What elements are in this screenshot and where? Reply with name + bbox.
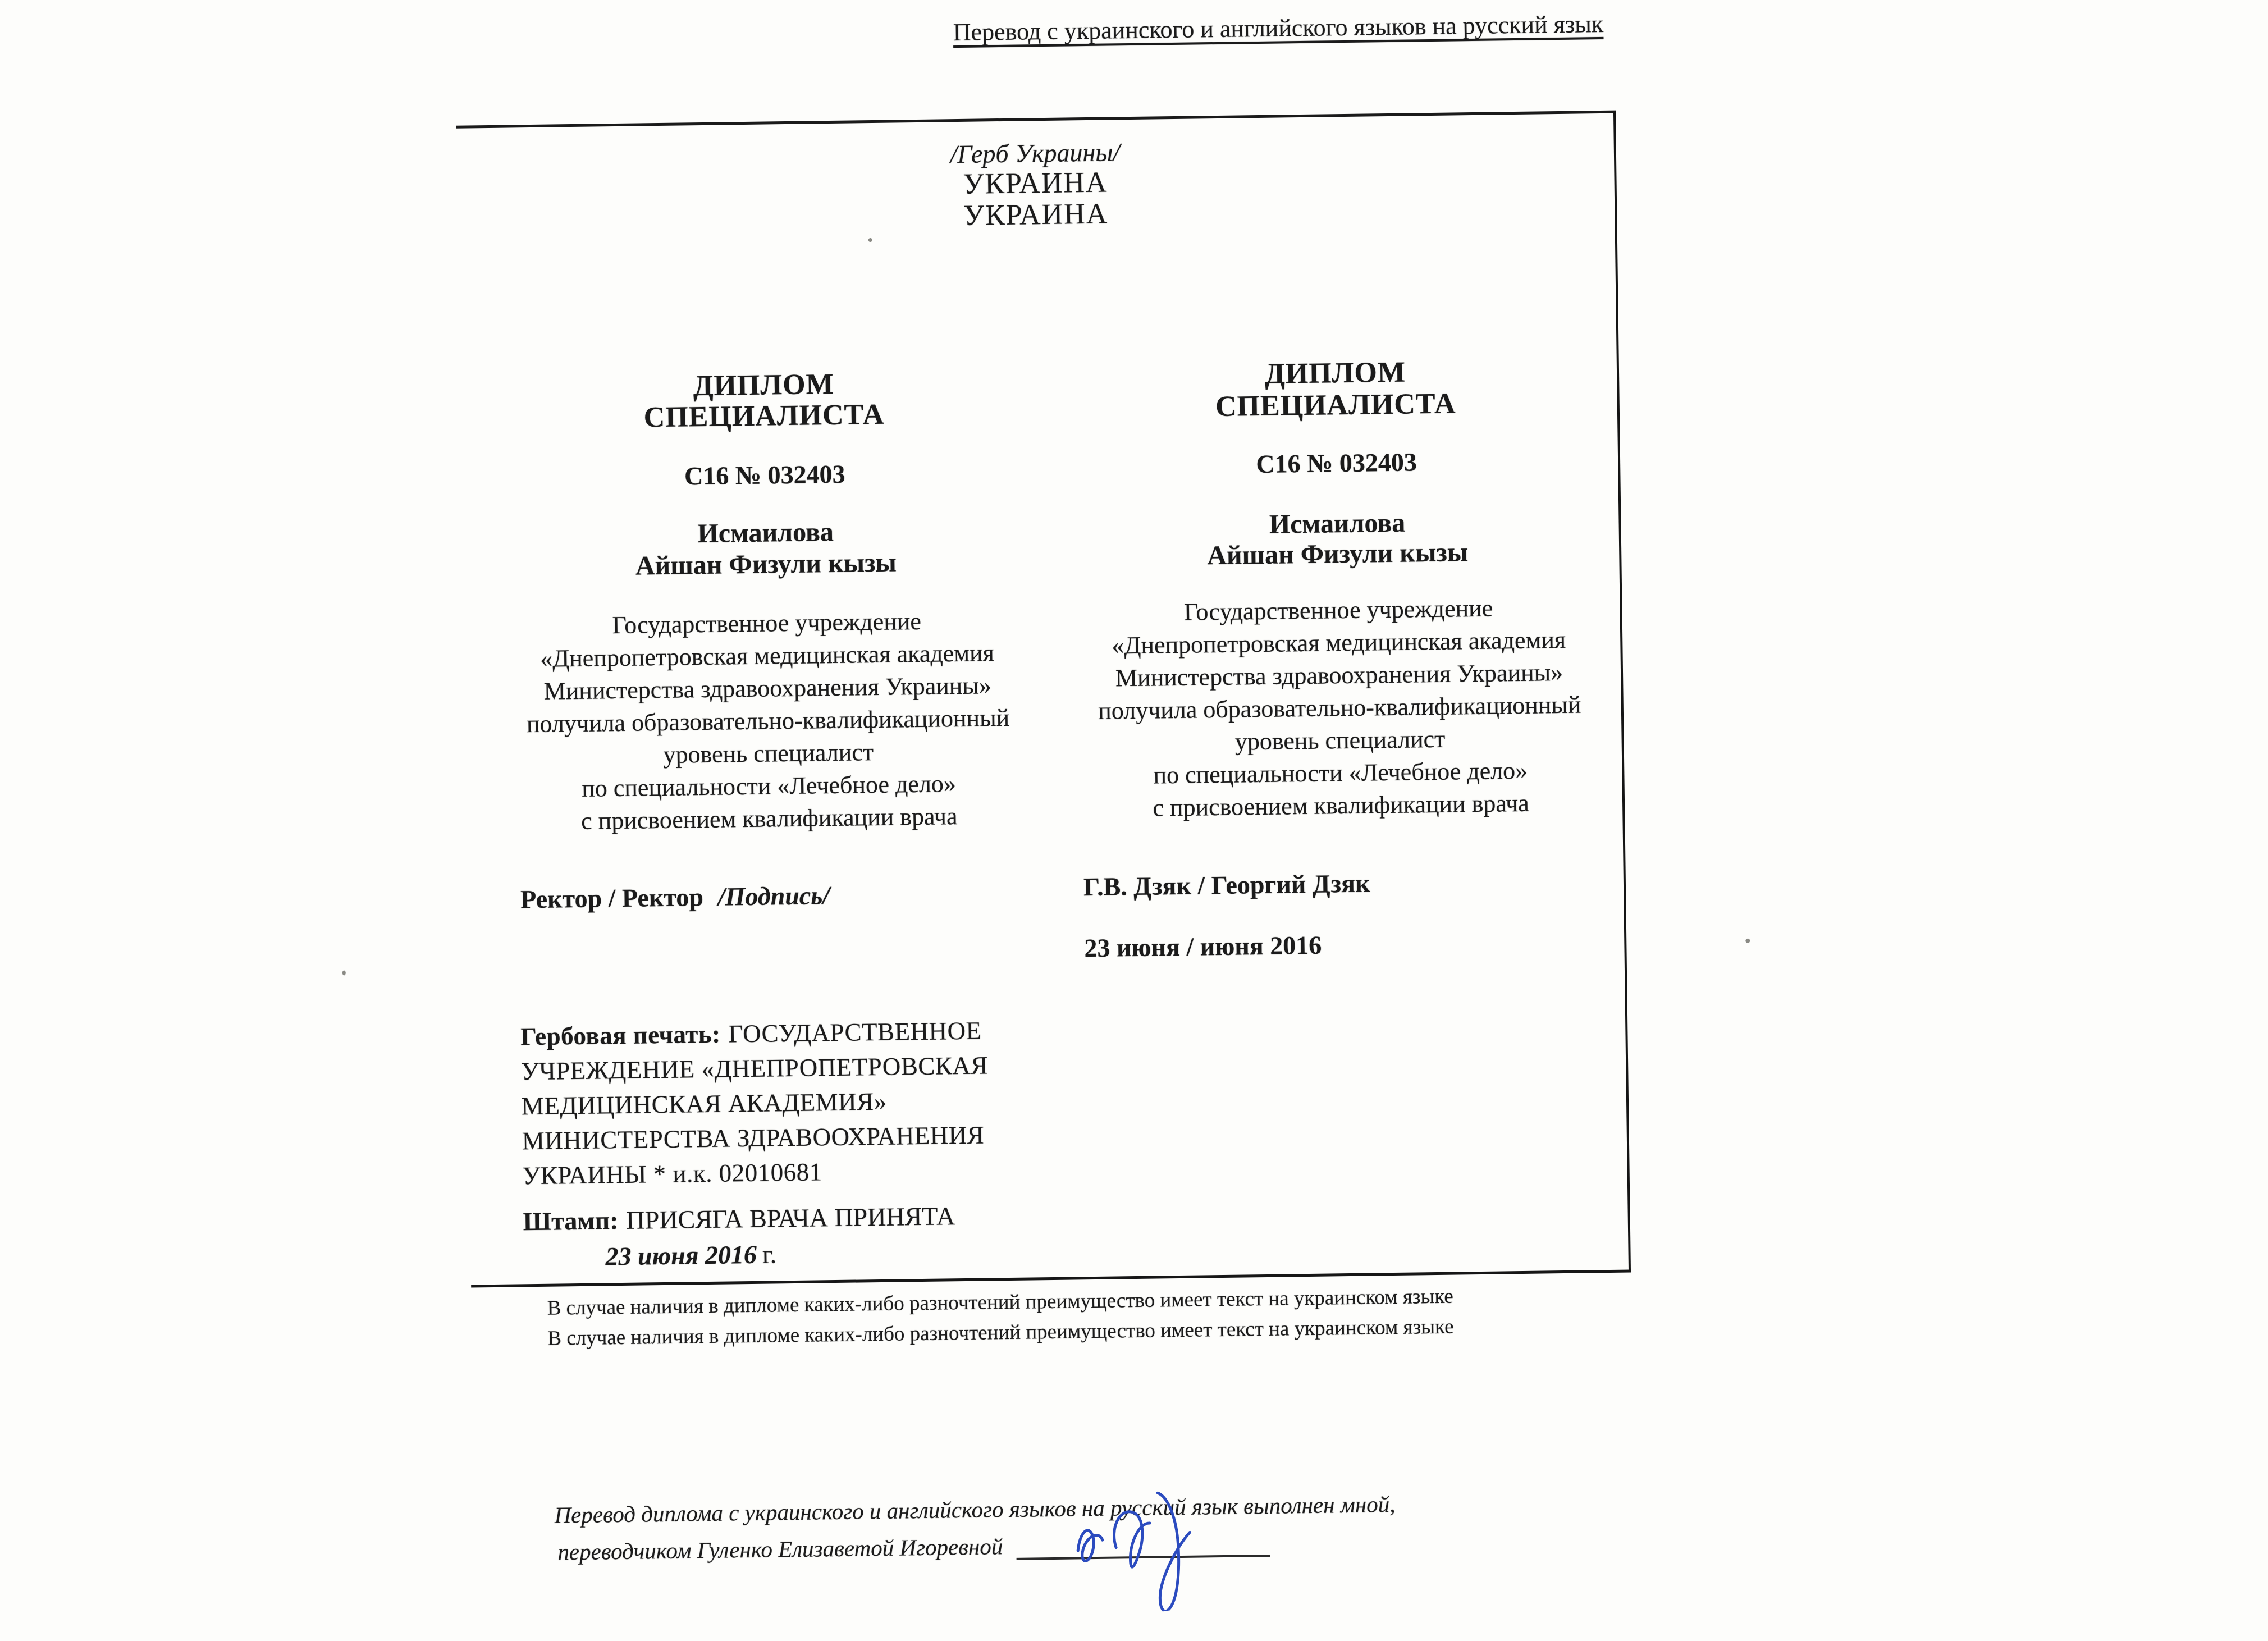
body-line: «Днепропетровская медицинская академия — [539, 639, 995, 673]
seal-description — [520, 1013, 1028, 1194]
scan-speck — [1745, 939, 1750, 943]
body-line: Министерства здравоохранения Украины» — [543, 671, 992, 705]
diploma-body-paragraph — [1067, 591, 1612, 826]
body-line: с присвоением квалификации врача — [1153, 789, 1530, 822]
body-line: «Днепропетровская медицинская академия — [1112, 625, 1566, 660]
stamp-date: 23 июня 2016 — [605, 1240, 757, 1271]
stamp-description — [523, 1201, 955, 1236]
diploma-title-line2: СПЕЦИАЛИСТА — [643, 398, 885, 434]
emblem-block — [456, 131, 1615, 239]
diploma-body-paragraph — [497, 604, 1039, 839]
holder-surname: Исмаилова — [697, 516, 834, 549]
body-line: уровень специалист — [663, 738, 874, 769]
body-line: Министерства здравоохранения Украины» — [1115, 658, 1563, 692]
seal-label: Гербовая печать: — [520, 1020, 721, 1051]
body-line: по специальности «Лечебное дело» — [1153, 756, 1528, 789]
diploma-column-left — [491, 121, 1030, 1271]
translator-statement-line2: переводчиком Гуленко Елизаветой Игоревной — [557, 1533, 1003, 1565]
seal-line: Гербовая печать: ГОСУДАРСТВЕННОЕ — [520, 1016, 982, 1051]
diploma-frame — [456, 111, 1631, 1288]
signature-stroke — [1071, 1489, 1201, 1622]
body-line: получила образовательно-квалификационный — [526, 703, 1010, 738]
body-line: получила образовательно-квалификационный — [1098, 691, 1581, 725]
diploma-title-line1: ДИПЛОМ — [693, 368, 835, 403]
body-line: с присвоением квалификации врача — [580, 802, 958, 835]
stamp-date-suffix: г. — [762, 1240, 777, 1269]
stamp-text: ПРИСЯГА ВРАЧА ПРИНЯТА — [626, 1201, 955, 1235]
country-name-line1: УКРАИНА — [963, 166, 1108, 200]
country-name-line2: УКРАИНА — [963, 198, 1109, 232]
diploma-title-line1: ДИПЛОМ — [1264, 356, 1406, 390]
rector-signature-line — [520, 880, 830, 914]
discrepancy-note-2: В случае наличия в дипломе каких-либо разночтений преимущество имеет текст на украинском языке — [547, 1315, 1454, 1350]
translator-signature-ink — [1039, 1455, 1282, 1628]
rector-label: Ректор / Ректор — [520, 883, 704, 914]
stamp-label: Штамп: — [523, 1206, 619, 1236]
diploma-title-line2: СПЕЦИАЛИСТА — [1215, 387, 1456, 423]
body-line: уровень специалист — [1234, 725, 1446, 756]
diploma-serial: С16 № 032403 — [1256, 447, 1418, 479]
seal-line: УЧРЕЖДЕНИЕ «ДНЕПРОПЕТРОВСКАЯ — [520, 1051, 989, 1086]
diploma-serial: С16 № 032403 — [684, 459, 845, 491]
stamp-date-line — [605, 1239, 776, 1271]
scan-speck — [868, 238, 872, 242]
diploma-column-right — [1061, 113, 1603, 963]
body-line: Государственное учреждение — [1183, 594, 1493, 626]
body-line: Государственное учреждение — [612, 607, 922, 639]
holder-given-name: Айшан Физули кызы — [635, 547, 897, 581]
seal-line: МЕДИЦИНСКАЯ АКАДЕМИЯ» — [521, 1087, 887, 1121]
scan-speck — [342, 970, 346, 975]
translator-statement-line1: Перевод диплома с украинского и английского языков на русский язык выполнен мной, — [554, 1491, 1396, 1528]
rector-name-line: Г.В. Дзяк / Георгий Дзяк — [1083, 869, 1370, 902]
translation-direction-header: Перевод с украинского и английского языков на русский язык — [953, 10, 1604, 47]
seal-line: МИНИСТЕРСТВА ЗДРАВООХРАНЕНИЯ — [522, 1121, 985, 1155]
signature-placeholder: /Подпись/ — [717, 881, 830, 911]
issue-date-line: 23 июня / июня 2016 — [1084, 930, 1322, 963]
emblem-caption: /Герб Украины/ — [950, 138, 1121, 169]
holder-given-name: Айшан Физули кызы — [1206, 537, 1469, 571]
body-line: по специальности «Лечебное дело» — [581, 770, 957, 802]
discrepancy-note-1: В случае наличия в дипломе каких-либо разночтений преимущество имеет текст на украинском языке — [547, 1285, 1454, 1320]
holder-surname: Исмаилова — [1269, 508, 1406, 540]
seal-line: УКРАИНЫ * и.к. 02010681 — [522, 1158, 822, 1190]
